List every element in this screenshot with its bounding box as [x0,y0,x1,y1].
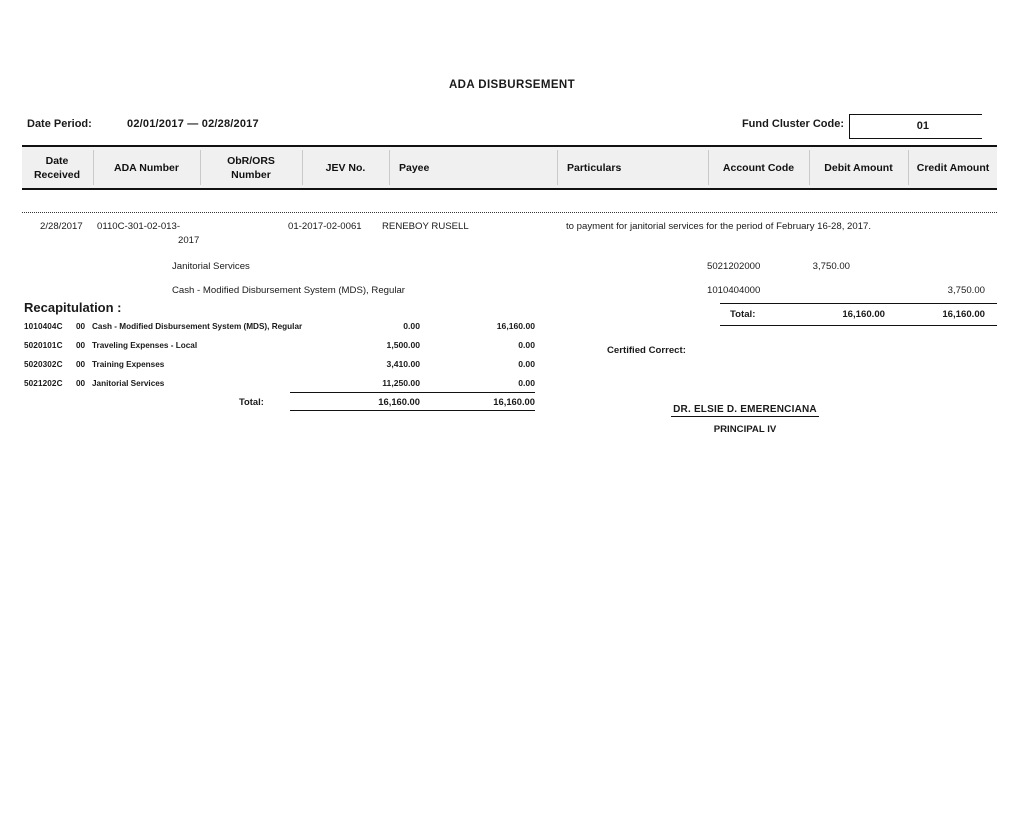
line-item-account-code: 5021202000 [707,261,761,272]
entry-total-label: Total: [730,309,756,320]
column-header-ada-number-label: ADA Number [114,161,179,174]
line-item-account-code: 1010404000 [707,285,761,296]
column-header-payee-label: Payee [399,161,430,174]
recap-row-credit: 0.00 [518,340,535,350]
column-header-particulars [558,147,707,188]
recap-total-debit: 16,160.00 [378,396,420,407]
column-header-date-received-line1: Date [45,154,69,167]
column-header-jev-no [303,147,388,188]
line-item-particulars: Cash - Modified Disbursement System (MDS), Regular [172,285,405,296]
entry-total-credit: 16,160.00 [942,309,985,320]
recap-row-credit: 0.00 [518,359,535,369]
column-header-ada-number [94,147,199,188]
meta-row [27,118,997,140]
column-header-obr-ors-line2: Number [231,169,271,181]
recap-row-subcode: 00 [76,379,86,388]
recap-row-code: 5020302C [24,360,63,369]
recap-row-debit: 1,500.00 [386,340,420,350]
column-header-date-received [22,147,92,188]
recap-row-code: 5021202C [24,379,63,388]
column-header-account-code-label: Account Code [722,161,795,174]
recap-row-description: Janitorial Services [92,379,165,388]
recap-row-credit: 16,160.00 [496,321,535,331]
recap-row-debit: 0.00 [403,321,420,331]
column-header-obr-ors-number [201,147,301,188]
entry-top-divider [22,212,997,213]
recap-total-credit: 16,160.00 [493,396,535,407]
fund-cluster-value: 01 [916,120,929,132]
date-period-label: Date Period: [27,118,92,130]
page-title: ADA DISBURSEMENT [448,79,576,91]
fund-cluster-box [849,114,982,139]
column-header-obr-ors-line1: ObR/ORS [227,154,275,167]
cell-jev-no: 01-2017-02-0061 [288,221,362,232]
column-header-credit-amount-label: Credit Amount [916,161,990,174]
cell-payee: RENEBOY RUSELL [382,221,469,232]
recap-row-code: 1010404C [24,322,63,331]
recap-row-debit: 11,250.00 [382,378,420,388]
recap-total-bottom-rule [290,410,535,411]
fund-cluster-label: Fund Cluster Code: [741,118,844,130]
cell-ada-number-line2: 2017 [178,235,200,246]
certified-correct-label: Certified Correct: [607,345,686,356]
entry-total-debit: 16,160.00 [842,309,885,320]
cell-ada-number-line1: 0110C-301-02-013- [97,221,181,232]
recap-row-subcode: 00 [76,360,86,369]
recap-row-code: 5020101C [24,341,63,350]
column-header-particulars-label: Particulars [567,161,622,174]
cell-particulars: to payment for janitorial services for the period of February 16-28, 2017. [566,221,872,232]
cell-date-received: 2/28/2017 [40,221,83,232]
date-period-value: 02/01/2017 — 02/28/2017 [127,118,259,130]
signatory-name: DR. ELSIE D. EMERENCIANA [673,404,817,415]
recap-row-credit: 0.00 [518,378,535,388]
line-item-particulars: Janitorial Services [172,261,250,272]
recap-row-subcode: 00 [76,322,86,331]
column-header-date-received-line2: Received [33,169,81,181]
recap-row-description: Cash - Modified Disbursement System (MDS), Regular [92,322,303,331]
column-header-jev-no-label: JEV No. [325,161,366,174]
column-header-debit-amount-label: Debit Amount [824,161,893,174]
total-top-rule [720,303,997,304]
signatory-block [600,404,890,417]
column-header-account-code [709,147,808,188]
recap-row-debit: 3,410.00 [386,359,420,369]
signatory-role: PRINCIPAL IV [713,424,777,435]
recap-row-subcode: 00 [76,341,86,350]
column-header-payee [390,147,556,188]
recap-total-top-rule [290,392,535,393]
recap-row-description: Training Expenses [92,360,165,369]
line-item-debit: 3,750.00 [812,261,850,272]
column-header-credit-amount [909,147,997,188]
column-header-debit-amount [810,147,907,188]
line-item-credit: 3,750.00 [947,285,985,296]
total-bottom-rule [720,325,997,326]
recap-row-description: Traveling Expenses - Local [92,341,198,350]
recap-total-label: Total: [239,396,264,407]
table-header-row [22,145,997,190]
recapitulation-title: Recapitulation : [24,300,122,315]
